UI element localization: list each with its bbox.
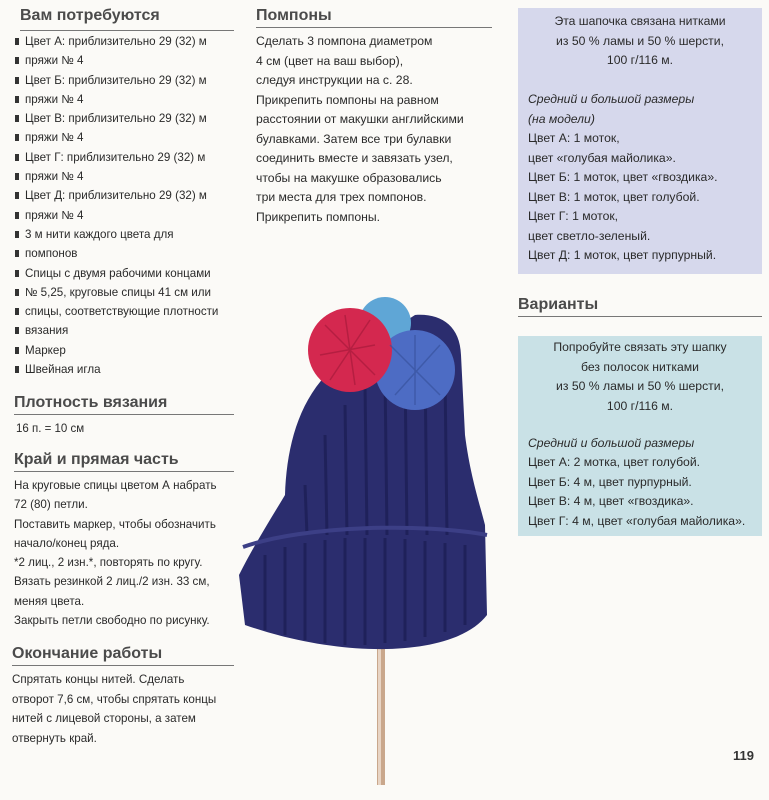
box-variants-sizes: Средний и большой размеры xyxy=(528,436,695,450)
heading-rule xyxy=(12,665,234,666)
materials-item: Цвет Б: приблизительно 29 (32) м xyxy=(19,71,233,90)
finish-text xyxy=(12,670,216,748)
box-model-sizes xyxy=(528,90,694,129)
text-line: Цвет Г: 4 м, цвет «голубая майолика». xyxy=(528,513,746,528)
text-line: Цвет В: 1 моток, цвет голубой. xyxy=(528,189,700,204)
page-number: 119 xyxy=(733,748,754,763)
text-line: Цвет В: 4 м, цвет «гвоздика». xyxy=(528,494,694,508)
text-line: цвет светло-зеленый. xyxy=(528,228,651,243)
finish-heading: Окончание работы xyxy=(12,645,163,662)
heading-rule xyxy=(14,414,234,415)
materials-item: Маркер xyxy=(19,341,233,360)
materials-heading: Вам потребуются xyxy=(20,7,160,24)
text-line: отворот 7,6 см, чтобы спрятать концы xyxy=(12,692,217,706)
materials-item: пряжи № 4 xyxy=(19,128,233,147)
density-heading: Плотность вязания xyxy=(14,394,168,411)
text-line: чтобы на макушке образовались xyxy=(256,170,442,185)
materials-item: пряжи № 4 xyxy=(19,90,233,109)
text-line: Цвет Б: 1 моток, цвет «гвоздика». xyxy=(528,170,718,184)
text-line: из 50 % ламы и 50 % шерсти, xyxy=(556,379,724,393)
text-line: На круговые спицы цветом А набрать xyxy=(14,479,217,492)
text-line: расстоянии от макушки английскими xyxy=(256,112,464,126)
text-line: нитей с лицевой стороны, а затем xyxy=(12,712,196,725)
text-line: Цвет А: 1 моток, xyxy=(528,131,620,145)
box-model-colors xyxy=(528,129,718,266)
text-line: начало/конец ряда. xyxy=(14,536,120,550)
materials-item: пряжи № 4 xyxy=(19,206,233,225)
text-line: булавками. Затем все три булавки xyxy=(256,131,452,146)
variants-heading: Варианты xyxy=(518,296,599,313)
text-line: соединить вместе и завязать узел, xyxy=(256,151,453,165)
materials-item: пряжи № 4 xyxy=(19,167,233,186)
text-line: *2 лиц., 2 изн.*, повторять по кругу. xyxy=(14,556,203,570)
text-line: Средний и большой размеры xyxy=(528,92,695,106)
text-line: (на модели) xyxy=(528,111,595,126)
pompons-heading: Помпоны xyxy=(256,7,332,24)
materials-item: 3 м нити каждого цвета для xyxy=(19,225,233,244)
materials-item: вязания xyxy=(19,321,233,340)
heading-rule xyxy=(256,27,492,28)
materials-item: Цвет Г: приблизительно 29 (32) м xyxy=(19,148,233,167)
text-line: следуя инструкции на с. 28. xyxy=(256,73,413,87)
text-line: цвет «голубая майолика». xyxy=(528,150,676,165)
density-text: 16 п. = 10 см xyxy=(16,423,85,435)
text-line: отвернуть край. xyxy=(12,731,97,745)
materials-item: Спицы с двумя рабочими концами xyxy=(19,264,233,283)
text-line: Цвет Д: 1 моток, цвет пурпурный. xyxy=(528,248,717,262)
heading-rule xyxy=(20,30,234,31)
heading-rule xyxy=(518,316,762,317)
materials-item: № 5,25, круговые спицы 41 см или xyxy=(19,283,233,302)
text-line: Прикрепить помпоны на равном xyxy=(256,92,439,107)
text-line: из 50 % ламы и 50 % шерсти, xyxy=(556,33,724,48)
hat-illustration xyxy=(225,285,525,785)
text-line: Сделать 3 помпона диаметром xyxy=(256,34,433,48)
text-line: Поставить маркер, чтобы обозначить xyxy=(14,517,216,531)
materials-item: спицы, соответствующие плотности xyxy=(19,302,233,321)
materials-item: пряжи № 4 xyxy=(19,51,233,70)
text-line: 100 г/116 м. xyxy=(606,398,674,413)
box-model-intro xyxy=(518,12,762,71)
heading-rule xyxy=(14,471,234,472)
text-line: Попробуйте связать эту шапку xyxy=(553,340,727,354)
materials-item: помпонов xyxy=(19,244,233,263)
text-line: Прикрепить помпоны. xyxy=(256,209,380,224)
text-line: Цвет Б: 4 м, цвет пурпурный. xyxy=(528,474,692,489)
text-line: без полосок нитками xyxy=(581,359,699,374)
text-line: Эта шапочка связана нитками xyxy=(554,14,726,28)
text-line: Вязать резинкой 2 лиц./2 изн. 33 см, xyxy=(14,575,210,589)
text-line: 100 г/116 м. xyxy=(606,53,674,67)
materials-item: Цвет А: приблизительно 29 (32) м xyxy=(19,32,233,51)
text-line: три места для трех помпонов. xyxy=(256,190,427,204)
box-variants-colors xyxy=(528,453,745,531)
text-line: 72 (80) петли. xyxy=(14,498,88,512)
text-line: меняя цвета. xyxy=(14,594,85,608)
text-line: Цвет Г: 1 моток, xyxy=(528,209,619,223)
materials-list xyxy=(19,32,233,379)
text-line: Спрятать концы нитей. Сделать xyxy=(12,673,185,686)
edge-heading: Край и прямая часть xyxy=(14,451,179,468)
box-variants-intro xyxy=(518,338,762,416)
text-line: 4 см (цвет на ваш выбор), xyxy=(256,53,404,68)
text-line: Цвет А: 2 мотка, цвет голубой. xyxy=(528,455,701,469)
text-line: Закрыть петли свободно по рисунку. xyxy=(14,614,210,628)
edge-text xyxy=(14,476,217,630)
materials-item: Цвет Д: приблизительно 29 (32) м xyxy=(19,186,233,205)
pompons-text xyxy=(256,32,464,227)
materials-item: Швейная игла xyxy=(19,360,233,379)
materials-item: Цвет В: приблизительно 29 (32) м xyxy=(19,109,233,128)
